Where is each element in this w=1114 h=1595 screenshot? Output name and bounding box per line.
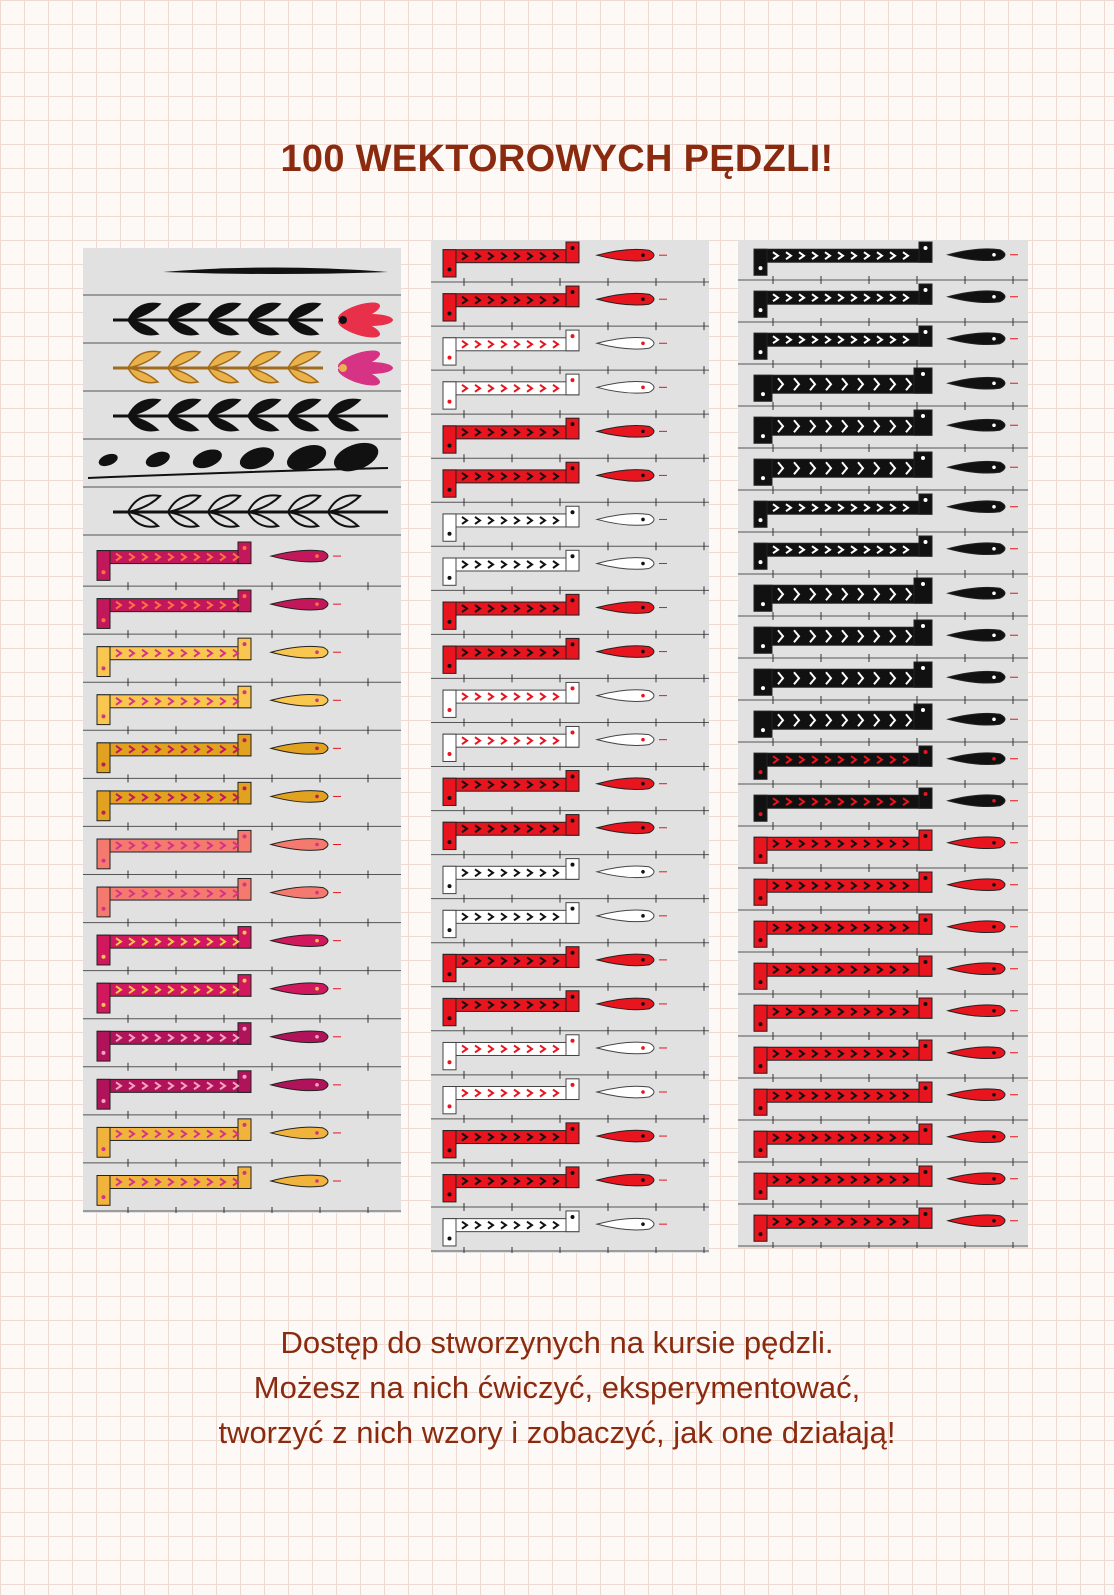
leaf-brush-6 bbox=[83, 495, 401, 535]
pattern-brush-18 bbox=[738, 956, 1028, 998]
leaf-brush-3 bbox=[83, 347, 401, 391]
pattern-brush-7 bbox=[431, 506, 709, 550]
pattern-brush-22 bbox=[738, 1124, 1028, 1166]
pattern-brush-9 bbox=[738, 578, 1028, 620]
pattern-brush-13 bbox=[431, 771, 709, 815]
description bbox=[0, 1320, 1114, 1455]
pattern-brush-8 bbox=[431, 550, 709, 594]
pattern-brush-8 bbox=[738, 536, 1028, 578]
pattern-brush-19 bbox=[431, 1035, 709, 1079]
pattern-brush-4 bbox=[431, 374, 709, 418]
pattern-brush-11 bbox=[431, 682, 709, 726]
pattern-brush-2 bbox=[738, 284, 1028, 326]
pattern-brush-20 bbox=[738, 1040, 1028, 1082]
brush-swatches-1 bbox=[83, 248, 401, 1213]
pattern-brush-4 bbox=[738, 368, 1028, 410]
pattern-brush-1 bbox=[83, 542, 401, 590]
pattern-brush-12 bbox=[83, 1071, 401, 1119]
pattern-brush-11 bbox=[738, 662, 1028, 704]
pattern-brush-18 bbox=[431, 991, 709, 1035]
pattern-brush-11 bbox=[83, 1023, 401, 1071]
pattern-brush-5 bbox=[431, 418, 709, 462]
pattern-brush-21 bbox=[431, 1123, 709, 1167]
pattern-brush-7 bbox=[738, 494, 1028, 536]
pattern-brush-14 bbox=[738, 788, 1028, 830]
pattern-brush-7 bbox=[83, 830, 401, 878]
pattern-brush-10 bbox=[83, 975, 401, 1023]
page-title: 100 WEKTOROWYCH PĘDZLI! bbox=[280, 138, 834, 180]
pattern-brush-14 bbox=[83, 1167, 401, 1213]
leaf-brush-4 bbox=[83, 399, 401, 439]
brush-panel-3 bbox=[738, 240, 1028, 1248]
pattern-brush-17 bbox=[738, 914, 1028, 956]
pattern-brush-12 bbox=[738, 704, 1028, 746]
pattern-brush-1 bbox=[431, 242, 709, 286]
pattern-brush-17 bbox=[431, 947, 709, 991]
brush-swatches-3 bbox=[738, 240, 1028, 1248]
pattern-brush-22 bbox=[431, 1167, 709, 1211]
pattern-brush-6 bbox=[83, 782, 401, 830]
description-line-3: tworzyć z nich wzory i zobaczyć, jak one działają! bbox=[218, 1415, 896, 1450]
leaf-brush-1 bbox=[83, 268, 401, 296]
pattern-brush-14 bbox=[431, 815, 709, 859]
pattern-brush-3 bbox=[83, 638, 401, 686]
pattern-brush-10 bbox=[431, 638, 709, 682]
pattern-brush-3 bbox=[431, 330, 709, 374]
pattern-brush-13 bbox=[83, 1119, 401, 1167]
pattern-brush-10 bbox=[738, 620, 1028, 662]
pattern-brush-12 bbox=[431, 726, 709, 770]
pattern-brush-2 bbox=[83, 590, 401, 638]
pattern-brush-21 bbox=[738, 1082, 1028, 1124]
brush-panel-1 bbox=[83, 248, 401, 1213]
brush-panel-2 bbox=[431, 240, 709, 1253]
pattern-brush-8 bbox=[83, 879, 401, 927]
pattern-brush-15 bbox=[431, 859, 709, 903]
pattern-brush-4 bbox=[83, 686, 401, 734]
pattern-brush-6 bbox=[431, 462, 709, 506]
pattern-brush-20 bbox=[431, 1079, 709, 1123]
description-line-2: Możesz na nich ćwiczyć, eksperymentować, bbox=[253, 1370, 861, 1405]
leaf-brush-5 bbox=[83, 437, 401, 487]
pattern-brush-15 bbox=[738, 830, 1028, 872]
brush-swatches-2 bbox=[431, 240, 709, 1253]
pattern-brush-1 bbox=[738, 242, 1028, 284]
leaf-brush-2 bbox=[83, 299, 401, 343]
pattern-brush-23 bbox=[431, 1211, 709, 1253]
pattern-brush-23 bbox=[738, 1166, 1028, 1208]
pattern-brush-5 bbox=[83, 734, 401, 782]
pattern-brush-13 bbox=[738, 746, 1028, 788]
pattern-brush-19 bbox=[738, 998, 1028, 1040]
pattern-brush-3 bbox=[738, 326, 1028, 368]
pattern-brush-9 bbox=[83, 927, 401, 975]
pattern-brush-16 bbox=[738, 872, 1028, 914]
pattern-brush-2 bbox=[431, 286, 709, 330]
description-line-1: Dostęp do stworzynych na kursie pędzli. bbox=[280, 1325, 834, 1360]
pattern-brush-5 bbox=[738, 410, 1028, 452]
pattern-brush-16 bbox=[431, 903, 709, 947]
pattern-brush-24 bbox=[738, 1208, 1028, 1248]
pattern-brush-9 bbox=[431, 594, 709, 638]
pattern-brush-6 bbox=[738, 452, 1028, 494]
